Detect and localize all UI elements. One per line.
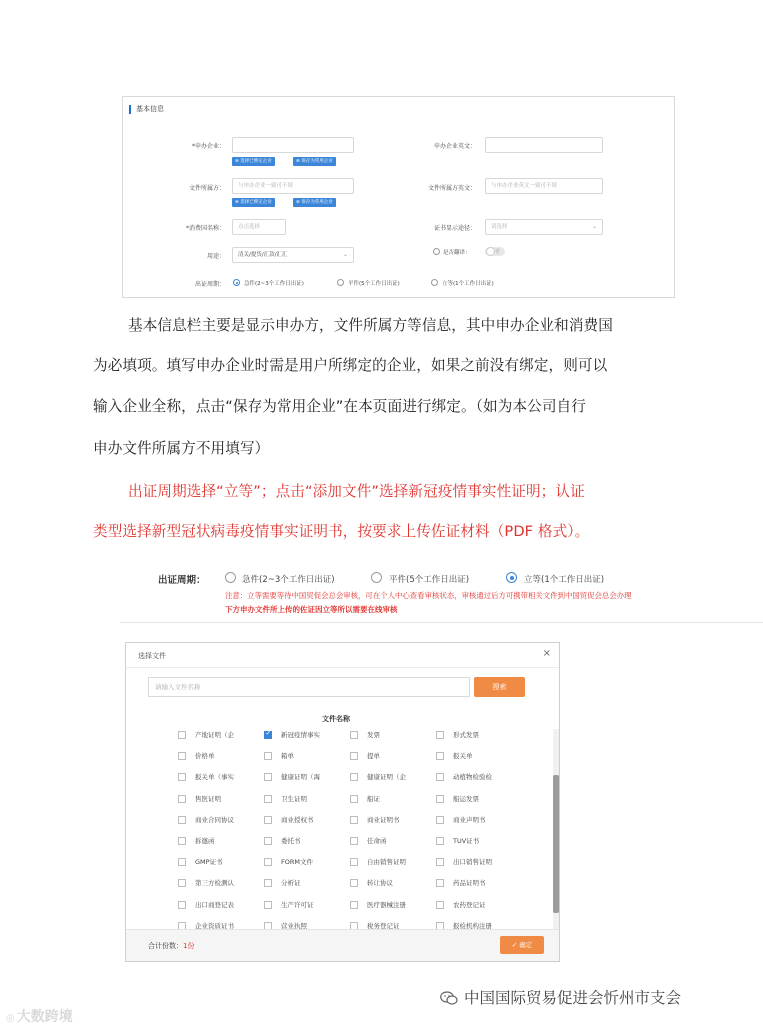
file-checkbox[interactable] (436, 795, 444, 803)
file-option[interactable] (264, 793, 350, 807)
file-option[interactable] (350, 835, 436, 849)
purpose-label: 用途： (206, 253, 225, 260)
file-checkbox[interactable] (264, 752, 272, 760)
watermark-logo (6, 1006, 73, 1026)
file-option[interactable] (178, 856, 264, 870)
file-option-label: 健康证明（企 (367, 773, 406, 782)
file-option-label: 动植物检验检 (453, 773, 492, 782)
consumer-country-input[interactable]: 点击选择 (232, 219, 286, 235)
file-option[interactable] (350, 729, 436, 743)
file-checkbox[interactable] (436, 731, 444, 739)
total-label: 合计份数： (148, 942, 183, 950)
file-option[interactable] (436, 771, 522, 785)
file-option-label: 分析证 (281, 879, 301, 888)
file-option[interactable] (350, 793, 436, 807)
owner-label: 文件所属方： (188, 185, 225, 192)
file-checkbox[interactable] (264, 922, 272, 929)
file-option-label: 自由销售证明 (367, 858, 406, 867)
file-option-label: 提单 (367, 752, 380, 761)
file-checkbox[interactable] (436, 837, 444, 845)
period-label: 出证周期： (194, 281, 225, 288)
file-option[interactable] (264, 814, 350, 828)
file-option[interactable] (350, 814, 436, 828)
period-label-2: 出证周期： (158, 575, 206, 586)
file-option[interactable] (178, 793, 264, 807)
period-option-immediate-2: 立等(1个工作日出证) (524, 575, 605, 585)
save-common-company-button[interactable]: ⊕ 保存为常用企业 (293, 157, 336, 166)
file-checkbox[interactable] (178, 879, 186, 887)
period-option-immediate: 立等(1个工作日出证) (442, 281, 494, 287)
file-option[interactable] (436, 856, 522, 870)
paragraph-1-line-4: 申办文件所属方不用填写） (93, 440, 270, 457)
paragraph-1-line-3: 输入企业全称，点击“保存为常用企业”在本页面进行绑定。（如为本公司自行 (93, 398, 586, 415)
paragraph-1-line-1: 基本信息栏主要是显示申办方，文件所属方等信息，其中申办企业和消费国 (128, 317, 613, 334)
file-checkbox[interactable] (350, 858, 358, 866)
period-radio-immediate[interactable] (431, 279, 438, 286)
file-checkbox[interactable] (178, 752, 186, 760)
file-option-label: 商业声明书 (453, 815, 486, 824)
file-option[interactable] (264, 899, 350, 913)
file-checkbox[interactable] (264, 795, 272, 803)
file-search-input[interactable]: 请输入文件名称 (148, 677, 470, 697)
file-option[interactable] (436, 920, 522, 929)
file-option-label: 健康证明（海 (281, 773, 320, 782)
file-option[interactable] (178, 899, 264, 913)
file-checkbox[interactable] (436, 752, 444, 760)
file-checkbox[interactable] (436, 879, 444, 887)
chevron-down-icon: ⌄ (591, 223, 597, 230)
file-option-label: 营业执照 (281, 921, 307, 929)
file-option[interactable] (178, 920, 264, 929)
apply-company-en-label: 申办企业英文： (433, 143, 476, 150)
period-radio-normal-2[interactable] (371, 572, 382, 583)
select-bound-company-button-2[interactable]: ⊕ 选择已绑定企业 (232, 198, 275, 207)
owner-en-label: 文件所属方英文： (427, 185, 476, 192)
file-option-label: 任命函 (367, 837, 387, 845)
toggle-knob (486, 247, 495, 256)
file-option-label: 箱单 (281, 752, 294, 761)
cert-show-select[interactable] (485, 219, 603, 235)
file-option-label: 委托书 (281, 837, 301, 845)
file-checkbox[interactable] (436, 901, 444, 909)
file-option[interactable] (264, 920, 350, 929)
paragraph-2-line-2: 类型选择新型冠状病毒疫情事实证明书，按要求上传佐证材料（PDF 格式）。 (93, 523, 590, 540)
file-option[interactable] (350, 877, 436, 891)
file-option[interactable] (264, 771, 350, 785)
wechat-icon (440, 991, 458, 1005)
file-checkbox[interactable] (436, 816, 444, 824)
file-option-label: 价格单 (195, 752, 215, 761)
file-option-label: 生产许可证 (281, 900, 314, 909)
total-value: 1份 (183, 942, 195, 950)
file-checkbox[interactable] (350, 731, 358, 739)
file-option[interactable] (264, 750, 350, 764)
file-option-label: 报关单（事实 (195, 773, 234, 782)
select-file-dialog (125, 642, 560, 962)
dialog-divider (126, 667, 559, 668)
file-checkbox[interactable] (264, 816, 272, 824)
help-icon (433, 248, 440, 255)
file-option[interactable] (264, 729, 350, 743)
file-option-label: 农药登记证 (453, 900, 486, 909)
file-option[interactable] (178, 835, 264, 849)
file-checkbox[interactable] (178, 731, 186, 739)
file-option-label: 船运发票 (453, 794, 479, 803)
dialog-title: 选择文件 (138, 652, 166, 660)
file-option-label: 转让协议 (367, 879, 393, 888)
translate-value: 否 (495, 249, 501, 255)
file-option-label: TUV证书 (453, 837, 480, 845)
divider (120, 622, 763, 623)
purpose-select[interactable] (232, 247, 354, 263)
file-checkbox[interactable] (436, 858, 444, 866)
file-option-label: 医疗器械注册 (367, 900, 406, 909)
file-option[interactable] (264, 835, 350, 849)
file-option[interactable] (350, 750, 436, 764)
file-checkbox[interactable] (350, 922, 358, 929)
file-checkbox[interactable] (178, 795, 186, 803)
search-button[interactable]: 搜索 (474, 677, 525, 697)
translate-label: 是否翻译： (443, 250, 471, 256)
owner-en-input[interactable]: 与申办企业英文一致可不填 (485, 178, 603, 194)
basic-info-panel (122, 96, 675, 298)
period-radio-urgent-2[interactable] (225, 572, 236, 583)
file-checkbox[interactable] (264, 901, 272, 909)
file-checkbox[interactable] (264, 773, 272, 781)
period-option-urgent: 急件(2~3个工作日出证) (244, 281, 304, 287)
file-option[interactable] (436, 793, 522, 807)
file-option-label: 商业合同协议 (195, 815, 234, 824)
owner-input[interactable]: 与申办企业一致可不填 (232, 178, 354, 194)
file-option-label: FORM文件 (281, 858, 313, 867)
file-option[interactable] (350, 771, 436, 785)
file-option[interactable] (436, 814, 522, 828)
period-note-2: 下方申办文件所上传的佐证因立等所以需要在线审核 (225, 605, 398, 614)
file-option-label: 发票 (367, 731, 380, 739)
file-checkbox[interactable] (264, 879, 272, 887)
file-option-label: 企业资质证书 (195, 921, 234, 929)
file-option[interactable] (178, 750, 264, 764)
source-text: 中国国际贸易促进会忻州市支会 (464, 989, 682, 1007)
file-checkbox[interactable] (178, 901, 186, 909)
period-note: 注意：立等需要等待中国贸促会总会审核，可在个人中心查看审核状态，审核通过后方可携带相关文件到中国贸促会总会办理 (225, 591, 632, 600)
file-option-label: 形式发票 (453, 731, 479, 739)
file-checkbox[interactable] (436, 773, 444, 781)
file-option[interactable] (178, 877, 264, 891)
file-checkbox[interactable] (264, 837, 272, 845)
file-option-label: 药品证明书 (453, 879, 486, 888)
file-option[interactable] (436, 835, 522, 849)
file-option-label: 售医证明 (195, 794, 221, 803)
confirm-button[interactable]: ✓ 确定 (500, 936, 544, 954)
file-option[interactable] (178, 771, 264, 785)
file-option[interactable] (178, 729, 264, 743)
scrollbar-thumb[interactable] (553, 775, 559, 913)
select-bound-company-button[interactable]: ⊕ 选择已绑定企业 (232, 157, 275, 166)
panel-title: 基本信息 (129, 105, 164, 114)
file-option-label: 拆邀函 (195, 837, 215, 845)
file-checkbox[interactable] (350, 879, 358, 887)
file-option-label: 船证 (367, 794, 380, 803)
file-option[interactable] (350, 899, 436, 913)
file-checkbox[interactable] (178, 858, 186, 866)
file-option-label: 卫生证明 (281, 794, 307, 803)
file-option-label: 出口商登记表 (195, 900, 234, 909)
file-option-label: 商业授权书 (281, 815, 314, 824)
cert-show-label: 证书显示途径： (433, 225, 476, 232)
file-option-label: 出口销售证明 (453, 858, 492, 867)
file-checkbox[interactable] (350, 795, 358, 803)
apply-company-label: *申办企业： (191, 143, 225, 150)
chevron-down-icon: ⌄ (342, 251, 348, 258)
translate-toggle[interactable] (485, 247, 505, 256)
file-option[interactable] (436, 877, 522, 891)
file-option-label: 商业证明书 (367, 815, 400, 824)
file-option-label: 税务登记证 (367, 921, 400, 929)
consumer-country-label: *消费国名称： (185, 225, 225, 232)
total-count (148, 941, 194, 951)
file-option[interactable] (436, 750, 522, 764)
file-checkbox[interactable] (178, 922, 186, 929)
file-option[interactable] (264, 877, 350, 891)
cert-show-value: 请选择 (491, 224, 508, 230)
file-checkbox-grid (178, 729, 538, 929)
file-option-label: 新冠疫情事实 (281, 731, 320, 739)
save-common-company-button-2[interactable]: ⊕ 保存为常用企业 (293, 198, 336, 207)
file-checkbox[interactable] (178, 816, 186, 824)
period-radio-normal[interactable] (337, 279, 344, 286)
file-checkbox[interactable] (350, 901, 358, 909)
purpose-value: 清关/提货/汇款/汇汇 (238, 252, 288, 258)
period-option-urgent-2: 急件(2~3个工作日出证) (242, 575, 335, 585)
file-option-label: 报检机构注册 (453, 921, 492, 929)
watermark-text: 大数跨境 (16, 1009, 73, 1025)
file-option[interactable] (178, 814, 264, 828)
file-checkbox[interactable] (350, 752, 358, 760)
apply-company-input[interactable] (232, 137, 354, 153)
file-option-label: 报关单 (453, 752, 473, 761)
file-checkbox[interactable] (350, 837, 358, 845)
file-option-label: GMP证书 (195, 858, 223, 867)
file-option[interactable] (436, 729, 522, 743)
file-option-label: 产地证明（企 (195, 731, 234, 739)
file-option[interactable] (350, 856, 436, 870)
column-header: 文件名称 (322, 715, 350, 723)
file-checkbox[interactable] (178, 837, 186, 845)
file-checkbox[interactable] (436, 922, 444, 929)
period-option-normal-2: 平件(5个工作日出证) (389, 575, 470, 585)
period-radio-immediate-2[interactable] (506, 572, 517, 583)
file-option[interactable] (436, 899, 522, 913)
file-checkbox[interactable] (264, 731, 272, 739)
file-option-label: 第三方检测认 (195, 879, 234, 888)
file-checkbox[interactable] (350, 773, 358, 781)
logo-icon: ◎ (6, 1013, 15, 1024)
file-checkbox[interactable] (264, 858, 272, 866)
period-option-normal: 平件(5个工作日出证) (348, 281, 400, 287)
file-option[interactable] (350, 920, 436, 929)
period-radio-urgent[interactable] (233, 279, 240, 286)
close-icon[interactable]: × (542, 648, 551, 659)
source-attribution (440, 986, 681, 1008)
apply-company-en-input[interactable] (485, 137, 603, 153)
paragraph-2-line-1: 出证周期选择“立等”；点击“添加文件”选择新冠疫情事实性证明；认证 (128, 483, 585, 500)
file-checkbox[interactable] (178, 773, 186, 781)
file-checkbox[interactable] (350, 816, 358, 824)
paragraph-1-line-2: 为必填项。填写申办企业时需是用户所绑定的企业，如果之前没有绑定，则可以 (93, 357, 608, 374)
file-option[interactable] (264, 856, 350, 870)
